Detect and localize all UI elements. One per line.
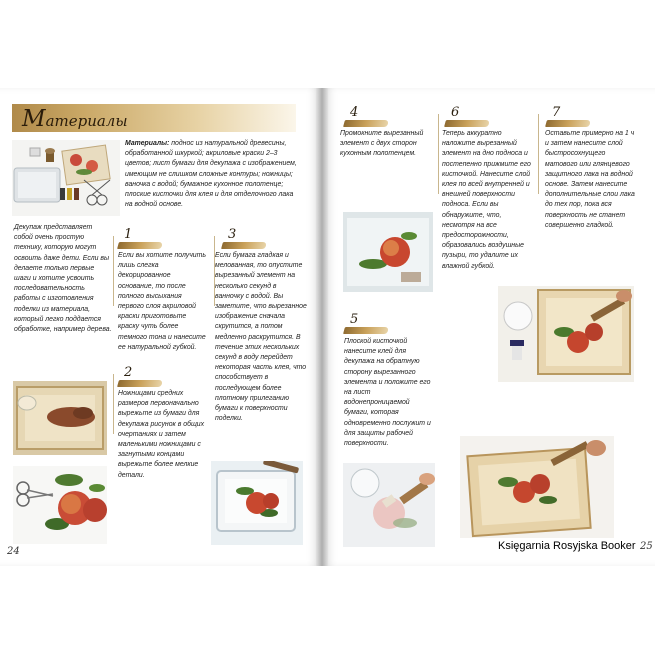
- step-2-text: Ножницами средних размеров первоначально вырежьте из бумаги для декупажа рисунок в общих очертаниях и затем маленькими ножницами с загнутыми концами вырежьте более мелкие детали.: [118, 390, 205, 479]
- step-2-brush-stroke: [117, 380, 163, 387]
- materials-photo: [12, 140, 120, 216]
- step-2-marker: [118, 366, 164, 388]
- step-3-brush-stroke: [221, 242, 267, 249]
- finished-tray-photo: [460, 436, 614, 538]
- blotting-cutout-photo: [343, 212, 433, 292]
- step-3-text: Если бумага гладкая и мелованная, то опустите вырезанный элемент на несколько секунд в ванночку с водой. Вы заметите, что вырезанное изображение сначала скрутится, а потом медленно раскрутится. В течение этих нескольких секунд в воду перейдет некоторая часть клея, что способствует в последующем более плотному прилеганию бумаги к поверхности поделки.: [215, 252, 307, 423]
- step-4-brush-stroke: [343, 120, 389, 127]
- section-title-initial: М: [22, 106, 46, 132]
- watermark-text: Księgarnia Rosyjska Booker: [498, 540, 636, 552]
- page-number-left: 24: [7, 546, 20, 557]
- step-1-brush-stroke: [117, 242, 163, 249]
- step-1-number: 1: [124, 227, 133, 242]
- intro-text: Декупаж представляет собой очень простую технику, которую могут освоить даже дети. Если вы делаете только первые шаги и хотите усвоить последовательность работы с изготовления поделки из материала, который легко поддается обработке, например дерева.: [14, 224, 112, 334]
- step-1-marker: [118, 228, 164, 250]
- tray-with-sponge-photo: [13, 381, 107, 455]
- step-1-text: Если вы хотите получить лишь слегка декорированное основание, то после полного высыхания первого слоя акриловой краски приготовьте краску чуть более темного тона и нанесите ее натуральной губкой.: [118, 252, 207, 351]
- step-4-marker: [344, 106, 390, 128]
- step-6-marker: [445, 106, 491, 128]
- step-5-brush-stroke: [343, 327, 389, 334]
- materials-text: поднос из натуральной древесины, обработанной шкуркой; акриловые краски 2–3 цветов; лист бумаги для декупажа с изображением, имеющим не слишком сложные контуры; ножницы; ваночка с водой; бумажное кухонное полотенце; плоские кисточки для клея и для отделочного лака на водной основе.: [125, 140, 297, 209]
- step-3-marker: [222, 228, 268, 250]
- step-7-brush-stroke: [545, 120, 591, 127]
- step-5-text: Плоской кисточкой нанесите клей для декупажа на обратную сторону вырезанного элемента и положите его на лист водонепроницаемой бумаги, которая одновременно послужит и для защиты рабочей поверхности.: [344, 338, 431, 448]
- step-6-number: 6: [451, 105, 460, 120]
- divider: [113, 236, 114, 306]
- step-3-number: 3: [228, 227, 237, 242]
- materials-label: Материалы:: [125, 140, 170, 147]
- step-4-text: Промокните вырезанный элемент с двух сторон кухонным полотенцем.: [340, 130, 424, 158]
- varnishing-tray-photo: [498, 286, 634, 382]
- divider: [538, 114, 539, 194]
- gluing-cutout-photo: [343, 463, 435, 547]
- step-7-number: 7: [552, 105, 561, 120]
- divider: [438, 114, 439, 194]
- cut-apple-and-scissors-photo: [13, 466, 107, 544]
- tray-with-apple-motif-photo: [211, 461, 303, 545]
- step-4-number: 4: [350, 105, 359, 120]
- step-2-number: 2: [124, 365, 133, 380]
- step-6-brush-stroke: [444, 120, 490, 127]
- step-5-marker: [344, 313, 390, 335]
- step-6-text: Теперь аккуратно наложите вырезанный элемент на дно подноса и постепенно прижмите его кисточкой. Нанесите слой клея по всей внутренней и внешней поверхности подноса. Если вы обнаружите, что, несмотря на все предосторожности, образовались воздушные пузыри, то удалите их влажной губкой.: [442, 130, 531, 270]
- step-7-marker: [546, 106, 592, 128]
- step-5-number: 5: [350, 312, 359, 327]
- section-title: [22, 104, 128, 132]
- step-7-text: Оставьте примерно на 1 ч и затем нанесите слой быстросохнущего матового или глянцевого защитного лака на водной основе. Затем нанесите дополнительные слои лака до тех пор, пока вся поверхность не станет совершенно гладкой.: [545, 130, 635, 229]
- book-spine: [316, 88, 328, 566]
- page-number-right: 25: [640, 541, 653, 552]
- section-title-rest: атериалы: [45, 112, 128, 130]
- materials-list: [125, 139, 297, 210]
- divider: [113, 374, 114, 434]
